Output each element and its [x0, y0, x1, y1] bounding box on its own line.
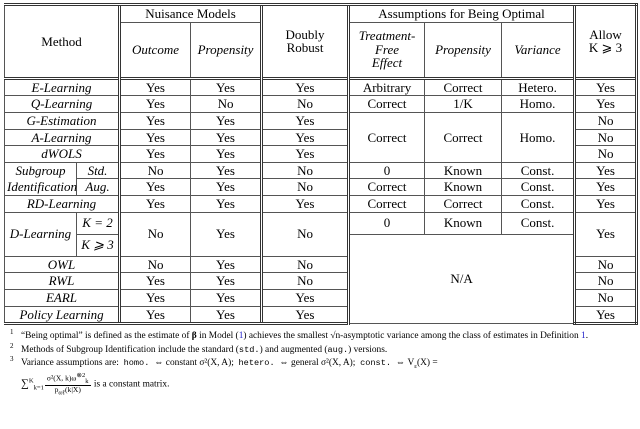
summation-lower: k=1 [33, 384, 44, 392]
const-code: const. [360, 358, 392, 369]
cell-doubly-robust: Yes [262, 306, 349, 324]
row-method-label: Identification [5, 179, 77, 196]
cell-outcome: Yes [120, 290, 191, 307]
header-allow-line1: Allow [589, 26, 622, 42]
cell-assumption-propensity-merged: Correct [425, 112, 502, 162]
cell-doubly-robust: No [262, 212, 349, 256]
row-method-sublabel: Aug. [77, 179, 120, 196]
cell-propensity: Yes [191, 306, 262, 324]
footnote-1-text-a: “Being optimal” is defined as the estimate of [21, 331, 192, 342]
cell-outcome: Yes [120, 196, 191, 213]
sigma-xa-1: σ²(X, A); [199, 358, 234, 369]
row-method-sublabel: K ⩾ 3 [77, 234, 120, 256]
table-row [5, 179, 637, 196]
cell-outcome: Yes [120, 273, 191, 290]
cell-tf-effect: Correct [349, 179, 425, 196]
cell-allow: Yes [575, 212, 637, 256]
footnote-2-marker: 2 [10, 341, 14, 350]
cell-allow: Yes [575, 78, 637, 96]
table-row [5, 78, 637, 96]
footnote-3-text-b: constant [165, 358, 198, 369]
equals-symbol: = [432, 358, 438, 369]
cell-allow: No [575, 273, 637, 290]
footnote-1-text-d: -asymptotic variance among the class of estimates in Definition [340, 331, 581, 342]
cell-allow: No [575, 256, 637, 273]
header-assumption-propensity: Propensity [425, 22, 502, 78]
cell-assumption-propensity: Correct [425, 78, 502, 96]
cell-propensity: Yes [191, 290, 262, 307]
header-assumptions: Assumptions for Being Optimal [349, 5, 575, 23]
summation-upper: K [28, 377, 34, 385]
v-subscript: ε [414, 363, 417, 371]
row-method-sublabel: K = 2 [77, 212, 120, 234]
table-row [5, 162, 637, 179]
cell-doubly-robust: Yes [262, 129, 349, 146]
cell-allow: No [575, 290, 637, 307]
cell-doubly-robust: No [262, 256, 349, 273]
tf-line1: Treatment- [358, 28, 416, 44]
footnote-3-tail: is a constant matrix. [93, 379, 170, 390]
cell-doubly-robust: Yes [262, 196, 349, 213]
cell-doubly-robust: No [262, 162, 349, 179]
sigma-xa-2: σ²(X, A); [320, 358, 356, 369]
cell-allow: No [575, 146, 637, 163]
footnote-1-text-b: in Model ( [196, 331, 239, 342]
cell-outcome: Yes [120, 112, 191, 129]
cell-propensity: No [191, 96, 262, 113]
cell-propensity: Yes [191, 179, 262, 196]
cell-assumption-propensity: Known [425, 212, 502, 234]
cell-doubly-robust: No [262, 273, 349, 290]
cell-doubly-robust: Yes [262, 112, 349, 129]
tf-line3: Effect [371, 55, 403, 71]
cell-variance: Const. [502, 162, 575, 179]
cell-doubly-robust: Yes [262, 146, 349, 163]
header-allow-line2: K ⩾ 3 [588, 40, 623, 56]
header-doubly-robust [262, 5, 349, 79]
cell-outcome: No [120, 212, 191, 256]
cell-tf-effect-merged: Correct [349, 112, 425, 162]
cell-tf-effect: Correct [349, 96, 425, 113]
sqrt-n-symbol: √n [330, 331, 341, 342]
footnote-2-text-a: Methods of Subgroup Identification include the standard ( [21, 344, 239, 355]
row-method-label: A-Learning [5, 129, 120, 146]
cell-allow: No [575, 129, 637, 146]
cell-variance: Const. [502, 212, 575, 234]
cell-doubly-robust: No [262, 179, 349, 196]
v-args: (X) [417, 358, 431, 369]
row-method-label: Q-Learning [5, 96, 120, 113]
footnote-3-text-a: Variance assumptions are: [21, 358, 119, 369]
omega-subscript: k [85, 378, 89, 386]
cell-outcome: Yes [120, 78, 191, 96]
cell-propensity: Yes [191, 78, 262, 96]
footnote-3-text-c: general [291, 358, 319, 369]
cell-allow: Yes [575, 162, 637, 179]
cell-allow: Yes [575, 179, 637, 196]
cell-variance: Const. [502, 179, 575, 196]
cell-allow: No [575, 112, 637, 129]
table-row [5, 96, 637, 113]
cell-assumption-propensity: Known [425, 179, 502, 196]
cell-assumption-propensity: Correct [425, 196, 502, 213]
std-code: std. [238, 344, 260, 355]
row-method-label: RD-Learning [5, 196, 120, 213]
header-variance: Variance [502, 22, 575, 78]
cell-doubly-robust: Yes [262, 290, 349, 307]
cell-outcome: Yes [120, 179, 191, 196]
cell-propensity: Yes [191, 162, 262, 179]
cell-allow: Yes [575, 96, 637, 113]
row-method-sublabel: Std. [77, 162, 120, 179]
cell-na-merged: N/A [349, 234, 575, 324]
iff-symbol-1: ⇔ [154, 358, 164, 369]
cell-doubly-robust: No [262, 96, 349, 113]
header-row-top [5, 5, 637, 23]
row-method-label: dWOLS [5, 146, 120, 163]
cell-propensity: Yes [191, 256, 262, 273]
cell-tf-effect: Correct [349, 196, 425, 213]
homo-code: homo. [123, 358, 150, 369]
cell-allow: Yes [575, 196, 637, 213]
cell-outcome: Yes [120, 96, 191, 113]
cell-assumption-propensity: 1/K [425, 96, 502, 113]
v-symbol: V [407, 358, 415, 369]
cell-outcome: No [120, 256, 191, 273]
table-row [5, 212, 637, 234]
cell-propensity: Yes [191, 196, 262, 213]
row-method-label: Policy Learning [5, 306, 120, 324]
row-method-label: G-Estimation [5, 112, 120, 129]
table-figure-page [0, 3, 640, 429]
variance-fraction [45, 372, 91, 397]
summation-symbol: ∑ [21, 377, 29, 390]
beta-symbol: β [191, 331, 197, 342]
row-method-label: D-Learning [5, 212, 77, 256]
cell-outcome: Yes [120, 306, 191, 324]
tf-line2: Free [374, 41, 400, 57]
cell-variance-merged: Homo. [502, 112, 575, 162]
row-method-label: E-Learning [5, 78, 120, 96]
cell-tf-effect: Arbitrary [349, 78, 425, 96]
header-treatment-free-effect [349, 22, 425, 78]
definition-ref-link[interactable]: 1 [581, 331, 586, 342]
footnote-2-text-c: ) versions. [348, 344, 388, 355]
header-method: Method [5, 5, 120, 79]
table-row [5, 196, 637, 213]
cell-tf-effect: 0 [349, 162, 425, 179]
footnote-3 [8, 357, 634, 397]
iff-symbol-3: ⇔ [395, 358, 406, 369]
footnote-2-text-b: ) and augmented ( [259, 344, 328, 355]
cell-variance: Hetero. [502, 78, 575, 96]
aug-code: aug. [327, 344, 349, 355]
row-method-label: EARL [5, 290, 120, 307]
cell-propensity: Yes [191, 146, 262, 163]
cell-propensity: Yes [191, 273, 262, 290]
header-doubly-robust-line1: Doubly [285, 26, 325, 42]
cell-outcome: Yes [120, 146, 191, 163]
cell-tf-effect: 0 [349, 212, 425, 234]
header-outcome: Outcome [120, 22, 191, 78]
hetero-code: hetero. [238, 358, 275, 369]
denominator-args: (k|X) [65, 385, 81, 395]
cell-doubly-robust: Yes [262, 78, 349, 96]
comparison-table [4, 3, 638, 325]
fraction-numerator: σ²(X, k)ω [46, 373, 77, 383]
cell-propensity: Yes [191, 212, 262, 256]
cell-propensity: Yes [191, 112, 262, 129]
footnote-3-marker: 3 [10, 355, 14, 364]
footnote-1 [8, 330, 634, 343]
row-method-label: Subgroup [5, 162, 77, 179]
denominator-subscript: αℓ [58, 389, 66, 397]
header-allow-k [575, 5, 637, 79]
footnote-1-marker: 1 [10, 328, 14, 337]
model-ref-link[interactable]: 1 [238, 331, 244, 342]
header-nuisance-models: Nuisance Models [120, 5, 262, 23]
cell-outcome: No [120, 162, 191, 179]
footnote-2 [8, 341, 634, 357]
header-propensity: Propensity [191, 22, 262, 78]
row-method-label: OWL [5, 256, 120, 273]
iff-symbol-2: ⇔ [279, 358, 289, 369]
fraction-denominator: p [54, 385, 59, 395]
omega-superscript: ⊗2 [76, 371, 86, 379]
row-method-label: RWL [5, 273, 120, 290]
cell-variance: Homo. [502, 96, 575, 113]
cell-outcome: Yes [120, 129, 191, 146]
header-doubly-robust-line2: Robust [286, 40, 324, 56]
footnote-1-text-c: ) achieves the smallest [243, 331, 331, 342]
cell-variance: Const. [502, 196, 575, 213]
cell-assumption-propensity: Known [425, 162, 502, 179]
table-row [5, 112, 637, 129]
cell-propensity: Yes [191, 129, 262, 146]
footnote-1-text-e: . [585, 331, 589, 342]
cell-allow: Yes [575, 306, 637, 324]
footnotes [8, 330, 634, 397]
